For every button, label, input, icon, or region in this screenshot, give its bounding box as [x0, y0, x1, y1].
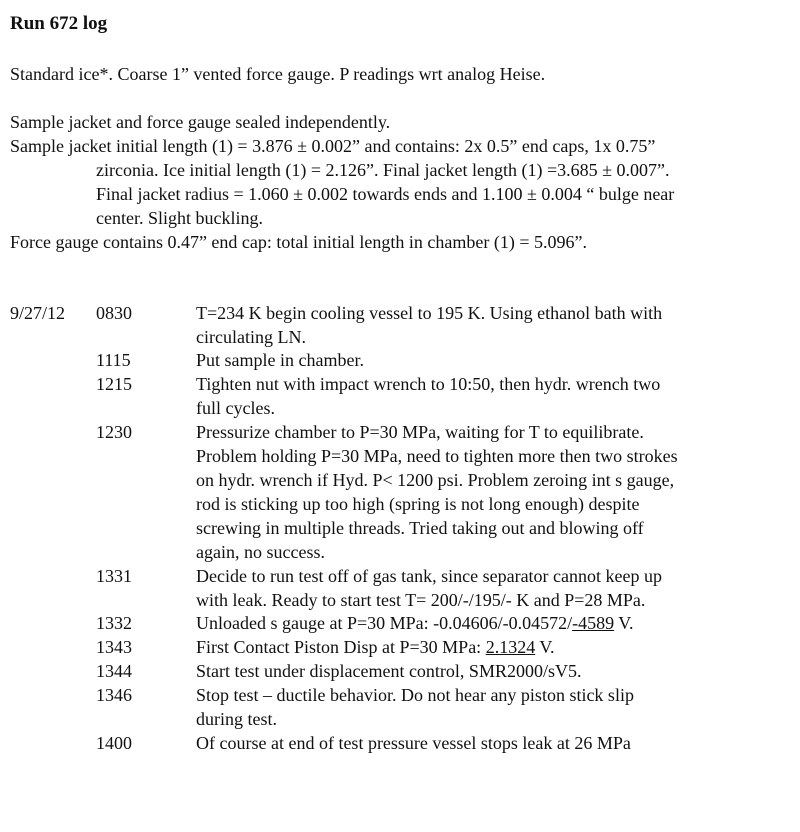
jacket-line: Final jacket radius = 1.060 ± 0.002 towards ends and 1.100 ± 0.004 “ bulge near — [96, 184, 675, 204]
log-text-line: full cycles. — [196, 398, 275, 418]
log-text-line: during test. — [196, 709, 277, 729]
log-time: 1215 — [96, 374, 132, 394]
log-text — [196, 731, 776, 755]
log-time: 1343 — [96, 637, 132, 657]
header-line: Standard ice*. Coarse 1” vented force gauge. P readings wrt analog Heise. — [10, 64, 546, 84]
log-text-line: with leak. Ready to start test T= 200/-/195/- K and P=28 MPa. — [196, 590, 646, 610]
log-text-line: circulating LN. — [196, 327, 306, 347]
force-gauge-line: Force gauge contains 0.47” end cap: total initial length in chamber (1) = 5.096”. — [10, 232, 587, 252]
log-date: 9/27/12 — [10, 303, 66, 323]
jacket-line: center. Slight buckling. — [96, 208, 263, 228]
log-text — [196, 635, 776, 659]
log-text-suffix: V. — [614, 613, 634, 633]
page-title: Run 672 log — [10, 13, 108, 34]
log-text-line: rod is sticking up too high (spring is not long enough) despite — [196, 494, 640, 514]
log-text-underlined: 2.1324 — [485, 637, 536, 657]
log-time: 1115 — [96, 350, 131, 370]
log-text-line: screwing in multiple threads. Tried taking out and blowing off — [196, 518, 644, 538]
log-time: 1331 — [96, 566, 132, 586]
log-text — [196, 611, 776, 635]
log-time: 1400 — [96, 733, 132, 753]
log-text — [196, 420, 776, 564]
log-text-line: Tighten nut with impact wrench to 10:50, then hydr. wrench two — [196, 374, 661, 394]
log-time: 1230 — [96, 422, 132, 442]
log-text — [196, 659, 776, 683]
log-text-line: Pressurize chamber to P=30 MPa, waiting for T to equilibrate. — [196, 422, 644, 442]
log-text — [196, 683, 776, 731]
log-time: 1332 — [96, 613, 132, 633]
log-time: 1346 — [96, 685, 132, 705]
log-text-line: on hydr. wrench if Hyd. P< 1200 psi. Problem zeroing int s gauge, — [196, 470, 675, 490]
log-text-line: T=234 K begin cooling vessel to 195 K. Using ethanol bath with — [196, 303, 663, 323]
log-text — [196, 348, 776, 372]
jacket-line: Sample jacket initial length (1) = 3.876 ± 0.002” and contains: 2x 0.5” end caps, 1x 0.75” — [10, 136, 656, 156]
log-text-underlined: -4589 — [572, 613, 615, 633]
log-time: 0830 — [96, 303, 132, 323]
log-text-line: Start test under displacement control, SMR2000/sV5. — [196, 661, 582, 681]
log-text-line: again, no success. — [196, 542, 325, 562]
log-text-prefix: First Contact Piston Disp at P=30 MPa: — [196, 637, 486, 657]
log-text-line: Of course at end of test pressure vessel stops leak at 26 MPa — [196, 733, 631, 753]
sealed-line: Sample jacket and force gauge sealed independently. — [10, 112, 391, 132]
jacket-line: zirconia. Ice initial length (1) = 2.126”. Final jacket length (1) =3.685 ± 0.007”. — [96, 160, 670, 180]
log-text-line: Decide to run test off of gas tank, since separator cannot keep up — [196, 566, 663, 586]
log-text — [196, 301, 776, 349]
log-text — [196, 372, 776, 420]
log-text-line: Problem holding P=30 MPa, need to tighten more then two strokes — [196, 446, 678, 466]
log-text-suffix: V. — [535, 637, 555, 657]
log-text-prefix: Unloaded s gauge at P=30 MPa: -0.04606/-0.04572/ — [196, 613, 573, 633]
log-text — [196, 564, 776, 612]
log-time: 1344 — [96, 661, 132, 681]
log-text-line: Stop test – ductile behavior. Do not hear any piston stick slip — [196, 685, 634, 705]
log-text-line: Put sample in chamber. — [196, 350, 364, 370]
